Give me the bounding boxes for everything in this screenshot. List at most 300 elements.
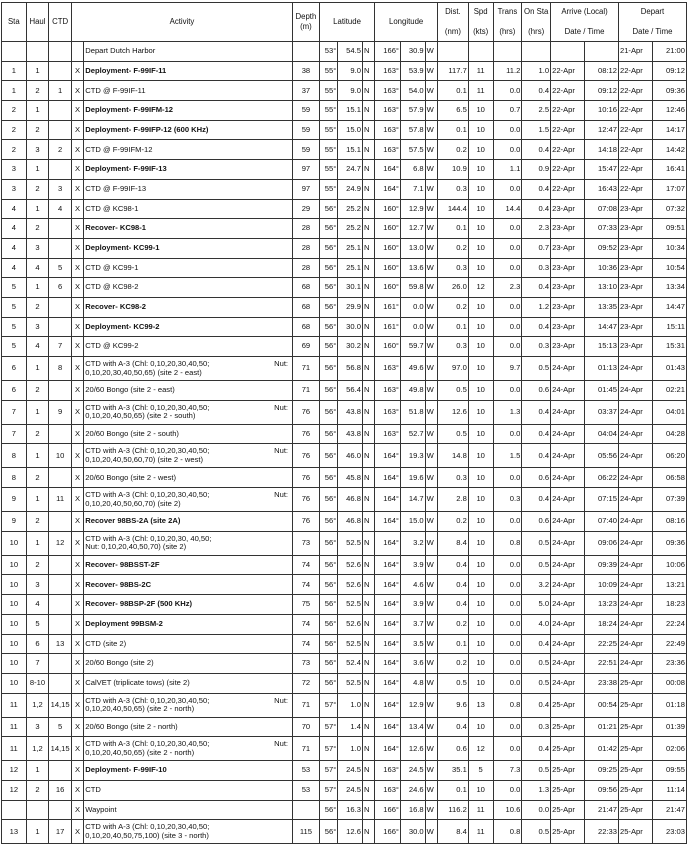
cell-activity (84, 337, 293, 357)
cell-spd: 10 (468, 179, 493, 199)
activity-text: CalVET (triplicate tows) (site 2) (85, 678, 190, 688)
cell-arrive-date: 24-Apr (551, 575, 585, 595)
cell-check-mark: X (71, 800, 83, 820)
cell-lat-min: 52.5 (338, 595, 363, 615)
table-row (2, 531, 687, 555)
cell-lat-deg: 55° (319, 160, 338, 180)
cell-depth: 29 (293, 199, 320, 219)
col-depart-header (618, 3, 686, 42)
cell-depart-time: 02:21 (652, 381, 686, 401)
cell-lon-deg: 166° (375, 820, 401, 844)
cell-activity (84, 780, 293, 800)
activity-text: Recover- KC98-2 (85, 302, 147, 312)
cell-lat-min: 1.0 (338, 693, 363, 717)
cell-arrive-date: 23-Apr (551, 219, 585, 239)
cell-depth: 74 (293, 614, 320, 634)
cell-depart-time: 11:14 (652, 780, 686, 800)
cell-onsta: 0.4 (522, 317, 551, 337)
cell-arrive-date: 22-Apr (551, 140, 585, 160)
cell-lon-hem: W (425, 160, 437, 180)
cell-activity (84, 512, 293, 532)
activity-text: Deployment 99BSM-2 (85, 618, 163, 628)
cell-onsta: 0.5 (522, 654, 551, 674)
cell-lon-min: 49.8 (400, 381, 425, 401)
cell-depart-date: 22-Apr (618, 160, 652, 180)
cell-lat-deg: 56° (319, 400, 338, 424)
activity-text: Recover 98BS-2A (site 2A) (85, 516, 181, 526)
cell-trans: 0.0 (493, 258, 522, 278)
cell-onsta: 1.3 (522, 780, 551, 800)
table-row (2, 717, 687, 737)
col-dist-header (437, 3, 468, 42)
cell-depart-time: 14:47 (652, 297, 686, 317)
cell-ctd (49, 673, 72, 693)
cell-trans: 0.0 (493, 614, 522, 634)
col-longitude-header: Longitude (375, 3, 438, 42)
cell-arrive-date: 24-Apr (551, 468, 585, 488)
cell-lat-deg: 56° (319, 219, 338, 239)
cell-trans: 0.0 (493, 737, 522, 761)
cell-check-mark: X (71, 337, 83, 357)
cell-lon-deg: 164° (375, 654, 401, 674)
activity-text-line2: Nut: 0,10,20,40,50,70) (site 2) (85, 542, 187, 552)
activity-text: 20/60 Bongo (site 2) (85, 658, 154, 668)
cell-sta: 8 (2, 468, 27, 488)
cell-ctd (49, 238, 72, 258)
cell-lat-deg: 55° (319, 179, 338, 199)
activity-text: 20/60 Bongo (site 2 - south) (85, 428, 179, 438)
cell-arrive-date: 25-Apr (551, 693, 585, 717)
cell-spd: 10 (468, 673, 493, 693)
cell-onsta: 0.6 (522, 468, 551, 488)
cell-lon-deg: 164° (375, 614, 401, 634)
cell-activity (84, 614, 293, 634)
cell-depth: 28 (293, 219, 320, 239)
cell-ctd (49, 424, 72, 444)
cell-dist: 8.4 (437, 531, 468, 555)
activity-text-line2: 0,10,20,40,50,65) (site 2 - north) (85, 704, 195, 714)
cell-lat-hem: N (362, 800, 374, 820)
cell-lon-hem: W (425, 531, 437, 555)
cell-haul: 1 (26, 488, 49, 512)
cell-ctd: 3 (49, 179, 72, 199)
table-row (2, 120, 687, 140)
onsta-label: On Sta (524, 7, 549, 16)
cell-arrive-date: 24-Apr (551, 488, 585, 512)
cell-lat-deg: 55° (319, 120, 338, 140)
cell-spd: 10 (468, 120, 493, 140)
cell-lat-hem: N (362, 654, 374, 674)
cell-dist: 10.9 (437, 160, 468, 180)
cell-depth: 74 (293, 575, 320, 595)
cell-dist: 26.0 (437, 278, 468, 298)
cell-arrive-time: 13:10 (585, 278, 619, 298)
cell-arrive-time: 01:21 (585, 717, 619, 737)
cell-lon-deg: 163° (375, 81, 401, 101)
cell-onsta: 0.5 (522, 531, 551, 555)
cell-sta: 1 (2, 61, 27, 81)
cell-lon-hem: W (425, 634, 437, 654)
cell-spd: 10 (468, 654, 493, 674)
cell-depart-time: 00:08 (652, 673, 686, 693)
cell-lon-hem: W (425, 761, 437, 781)
cell-lat-hem: N (362, 400, 374, 424)
cell-onsta: 0.3 (522, 258, 551, 278)
trans-unit: (hrs) (499, 27, 516, 36)
table-header (2, 3, 687, 42)
nutrient-label: Nut: (274, 739, 289, 749)
cell-lat-hem: N (362, 381, 374, 401)
cell-arrive-date: 24-Apr (551, 381, 585, 401)
cell-spd: 10 (468, 258, 493, 278)
cell-lat-deg: 53° (319, 42, 338, 62)
cell-spd: 11 (468, 820, 493, 844)
cell-arrive-time: 04:04 (585, 424, 619, 444)
cell-dist: 6.5 (437, 101, 468, 121)
cell-lon-hem: W (425, 297, 437, 317)
cell-spd: 11 (468, 81, 493, 101)
activity-text: Recover- 98BSP-2F (500 KHz) (85, 599, 193, 609)
cell-haul: 7 (26, 654, 49, 674)
col-ctd-header: CTD (49, 3, 72, 42)
cell-depart-date: 24-Apr (618, 512, 652, 532)
cell-trans: 0.0 (493, 780, 522, 800)
cell-depth: 74 (293, 634, 320, 654)
cell-onsta: 0.4 (522, 199, 551, 219)
cell-lat-min: 45.8 (338, 468, 363, 488)
cell-trans: 0.0 (493, 219, 522, 239)
cell-check-mark: X (71, 468, 83, 488)
cell-lat-deg: 56° (319, 595, 338, 615)
cell-lat-hem: N (362, 444, 374, 468)
cell-onsta: 0.4 (522, 81, 551, 101)
cell-arrive-time: 09:12 (585, 81, 619, 101)
cell-lon-min: 57.9 (400, 101, 425, 121)
cell-dist: 0.2 (437, 238, 468, 258)
cell-lat-deg: 56° (319, 634, 338, 654)
cell-onsta: 1.5 (522, 120, 551, 140)
cell-onsta: 0.4 (522, 634, 551, 654)
activity-text: 20/60 Bongo (site 2 - west) (85, 472, 177, 482)
cell-lon-min: 12.9 (400, 199, 425, 219)
cell-depart-date: 23-Apr (618, 238, 652, 258)
cell-lon-min: 0.0 (400, 297, 425, 317)
cell-dist: 12.6 (437, 400, 468, 424)
cell-activity (84, 179, 293, 199)
cell-lon-deg: 160° (375, 258, 401, 278)
cell-ctd (49, 219, 72, 239)
cell-lat-min: 25.1 (338, 238, 363, 258)
cell-sta: 7 (2, 424, 27, 444)
cell-activity (84, 800, 293, 820)
cell-dist: 0.1 (437, 634, 468, 654)
cell-trans: 0.0 (493, 595, 522, 615)
cell-spd: 10 (468, 780, 493, 800)
cell-activity (84, 238, 293, 258)
cell-lat-min: 46.8 (338, 512, 363, 532)
cell-haul: 1 (26, 444, 49, 468)
cell-sta: 5 (2, 317, 27, 337)
cell-lon-min: 24.6 (400, 780, 425, 800)
cell-spd: 12 (468, 278, 493, 298)
table-row (2, 61, 687, 81)
cell-arrive-date: 24-Apr (551, 531, 585, 555)
cell-check-mark: X (71, 595, 83, 615)
cell-depart-time: 07:39 (652, 488, 686, 512)
cell-lat-hem: N (362, 199, 374, 219)
cell-trans: 9.7 (493, 357, 522, 381)
cell-lon-min: 16.8 (400, 800, 425, 820)
cell-lon-deg: 164° (375, 717, 401, 737)
cell-trans: 0.0 (493, 424, 522, 444)
cell-lat-min: 24.9 (338, 179, 363, 199)
cell-depth: 73 (293, 654, 320, 674)
activity-text: CTD @ F-99IF-11 (85, 85, 146, 95)
cell-dist: 8.4 (437, 820, 468, 844)
cell-spd: 10 (468, 555, 493, 575)
cell-lon-hem: W (425, 179, 437, 199)
cell-depart-date: 23-Apr (618, 317, 652, 337)
cell-lat-hem: N (362, 140, 374, 160)
col-onsta-header (522, 3, 551, 42)
cell-activity (84, 140, 293, 160)
cell-depart-date: 24-Apr (618, 595, 652, 615)
cell-lon-hem: W (425, 140, 437, 160)
cell-check-mark: X (71, 61, 83, 81)
cell-lon-deg: 161° (375, 297, 401, 317)
cell-activity (84, 575, 293, 595)
cell-arrive-date: 22-Apr (551, 81, 585, 101)
cell-haul: 1 (26, 400, 49, 424)
cell-ctd (49, 317, 72, 337)
cell-check-mark: X (71, 780, 83, 800)
cell-lat-hem: N (362, 179, 374, 199)
cell-depart-date: 25-Apr (618, 820, 652, 844)
cell-depart-time: 10:54 (652, 258, 686, 278)
cell-dist: 0.5 (437, 673, 468, 693)
cell-trans: 0.3 (493, 488, 522, 512)
cell-haul: 2 (26, 381, 49, 401)
cell-trans: 0.7 (493, 101, 522, 121)
cell-dist: 0.1 (437, 120, 468, 140)
cell-ctd (49, 120, 72, 140)
cell-lon-deg: 166° (375, 800, 401, 820)
cell-check-mark: X (71, 400, 83, 424)
cell-activity (84, 488, 293, 512)
table-row (2, 199, 687, 219)
cell-check-mark: X (71, 179, 83, 199)
cell-sta: 5 (2, 297, 27, 317)
cell-ctd: 14,15 (49, 737, 72, 761)
cell-lat-hem: N (362, 278, 374, 298)
cell-activity (84, 199, 293, 219)
cell-depth: 115 (293, 820, 320, 844)
cell-arrive-date: 22-Apr (551, 179, 585, 199)
cell-check-mark: X (71, 238, 83, 258)
cell-ctd: 17 (49, 820, 72, 844)
cell-lon-hem: W (425, 337, 437, 357)
activity-text: CTD with A-3 (Chl: 0,10,20,30,40,50; (85, 359, 210, 369)
cell-arrive-date: 23-Apr (551, 238, 585, 258)
cell-arrive-date (551, 42, 585, 62)
table-row (2, 357, 687, 381)
spd-unit: (kts) (473, 27, 489, 36)
cell-depart-date: 25-Apr (618, 717, 652, 737)
cell-sta: 3 (2, 160, 27, 180)
cell-lon-hem: W (425, 575, 437, 595)
cell-lon-min: 57.5 (400, 140, 425, 160)
cell-haul: 1 (26, 761, 49, 781)
cell-lat-deg: 56° (319, 444, 338, 468)
cell-onsta: 0.3 (522, 717, 551, 737)
table-row (2, 761, 687, 781)
cell-check-mark: X (71, 717, 83, 737)
activity-text: Recover- 98BS-2C (85, 579, 152, 589)
cell-activity (84, 317, 293, 337)
table-row (2, 468, 687, 488)
cell-spd: 10 (468, 160, 493, 180)
cell-lon-hem: W (425, 488, 437, 512)
cell-sta: 10 (2, 595, 27, 615)
cell-depart-date: 24-Apr (618, 444, 652, 468)
table-row (2, 512, 687, 532)
cell-sta: 10 (2, 575, 27, 595)
cell-ctd: 16 (49, 780, 72, 800)
cell-spd: 12 (468, 737, 493, 761)
onsta-unit: (hrs) (528, 27, 545, 36)
cell-ctd: 8 (49, 357, 72, 381)
cell-depart-date: 25-Apr (618, 737, 652, 761)
cell-check-mark: X (71, 444, 83, 468)
cell-lat-hem: N (362, 238, 374, 258)
activity-text: Recover- KC98-1 (85, 223, 147, 233)
cell-lon-hem: W (425, 737, 437, 761)
cell-lon-hem: W (425, 258, 437, 278)
cell-sta: 7 (2, 400, 27, 424)
cell-lon-deg: 164° (375, 179, 401, 199)
activity-text: Deployment- F-99IF-10 (85, 765, 167, 775)
cell-activity (84, 555, 293, 575)
cell-haul: 2 (26, 512, 49, 532)
cell-depart-time: 02:06 (652, 737, 686, 761)
cell-sta: 12 (2, 780, 27, 800)
cell-ctd: 9 (49, 400, 72, 424)
cell-lat-deg: 56° (319, 297, 338, 317)
cell-lon-min: 52.7 (400, 424, 425, 444)
cell-haul (26, 800, 49, 820)
cell-lon-min: 3.9 (400, 555, 425, 575)
activity-text: CTD with A-3 (Chl: 0,10,20,30,40,50; (85, 695, 210, 705)
cell-activity (84, 654, 293, 674)
cell-lon-deg: 164° (375, 468, 401, 488)
cell-onsta: 1.0 (522, 61, 551, 81)
cell-lon-hem: W (425, 81, 437, 101)
cell-sta: 2 (2, 120, 27, 140)
activity-text: Depart Dutch Harbor (85, 46, 156, 56)
cell-spd: 10 (468, 468, 493, 488)
cell-sta: 3 (2, 179, 27, 199)
cell-lon-deg: 160° (375, 238, 401, 258)
cell-trans: 11.2 (493, 61, 522, 81)
cell-sta: 6 (2, 381, 27, 401)
cell-lon-deg: 160° (375, 219, 401, 239)
cell-arrive-time: 22:33 (585, 820, 619, 844)
cell-lat-deg: 56° (319, 673, 338, 693)
cell-depart-date: 25-Apr (618, 800, 652, 820)
cell-depart-time: 01:18 (652, 693, 686, 717)
cell-arrive-date: 23-Apr (551, 258, 585, 278)
cell-spd: 10 (468, 400, 493, 424)
cell-arrive-date: 24-Apr (551, 357, 585, 381)
cell-depth: 53 (293, 780, 320, 800)
cell-haul: 2 (26, 219, 49, 239)
cruise-activity-table (1, 2, 687, 844)
cell-onsta: 0.5 (522, 761, 551, 781)
cell-lat-deg: 56° (319, 238, 338, 258)
cell-depart-date: 22-Apr (618, 179, 652, 199)
cell-lon-deg: 166° (375, 42, 401, 62)
cell-lat-hem: N (362, 820, 374, 844)
cell-lat-deg: 55° (319, 61, 338, 81)
cell-sta: 8 (2, 444, 27, 468)
cell-sta: 11 (2, 737, 27, 761)
cell-depart-date: 24-Apr (618, 357, 652, 381)
cell-lon-min: 7.1 (400, 179, 425, 199)
table-row (2, 101, 687, 121)
cell-ctd: 12 (49, 531, 72, 555)
cell-lat-min: 30.2 (338, 337, 363, 357)
cell-depth (293, 42, 320, 62)
cell-dist: 0.3 (437, 468, 468, 488)
cell-lon-min: 12.7 (400, 219, 425, 239)
cell-depart-date: 25-Apr (618, 673, 652, 693)
cell-check-mark: X (71, 820, 83, 844)
cell-lon-min: 3.2 (400, 531, 425, 555)
cell-trans: 0.0 (493, 297, 522, 317)
cell-lat-min: 46.8 (338, 488, 363, 512)
cell-lon-min: 57.8 (400, 120, 425, 140)
cell-ctd: 2 (49, 140, 72, 160)
cell-lat-min: 15.1 (338, 101, 363, 121)
cell-ctd (49, 575, 72, 595)
cell-arrive-time: 06:22 (585, 468, 619, 488)
activity-text: Deployment- KC99-2 (85, 321, 160, 331)
activity-text-line2: 0,10,20,40,50,65) (site 2 - south) (85, 411, 196, 421)
cell-lat-deg: 56° (319, 199, 338, 219)
cell-arrive-date: 24-Apr (551, 400, 585, 424)
table-row (2, 673, 687, 693)
cell-spd: 10 (468, 297, 493, 317)
cell-activity (84, 357, 293, 381)
cell-lon-deg: 164° (375, 531, 401, 555)
cell-lat-hem: N (362, 555, 374, 575)
arrive-sub: Date / Time (564, 27, 605, 36)
table-row (2, 297, 687, 317)
activity-text: CTD (site 2) (85, 638, 127, 648)
table-row (2, 179, 687, 199)
cell-lat-hem: N (362, 595, 374, 615)
cell-lat-deg: 56° (319, 575, 338, 595)
table-row (2, 160, 687, 180)
cell-lat-hem: N (362, 337, 374, 357)
cell-check-mark: X (71, 120, 83, 140)
cell-check-mark: X (71, 278, 83, 298)
cell-onsta: 0.4 (522, 278, 551, 298)
cell-sta (2, 42, 27, 62)
cell-ctd: 10 (49, 444, 72, 468)
cell-lon-deg: 163° (375, 61, 401, 81)
cell-arrive-date: 24-Apr (551, 595, 585, 615)
